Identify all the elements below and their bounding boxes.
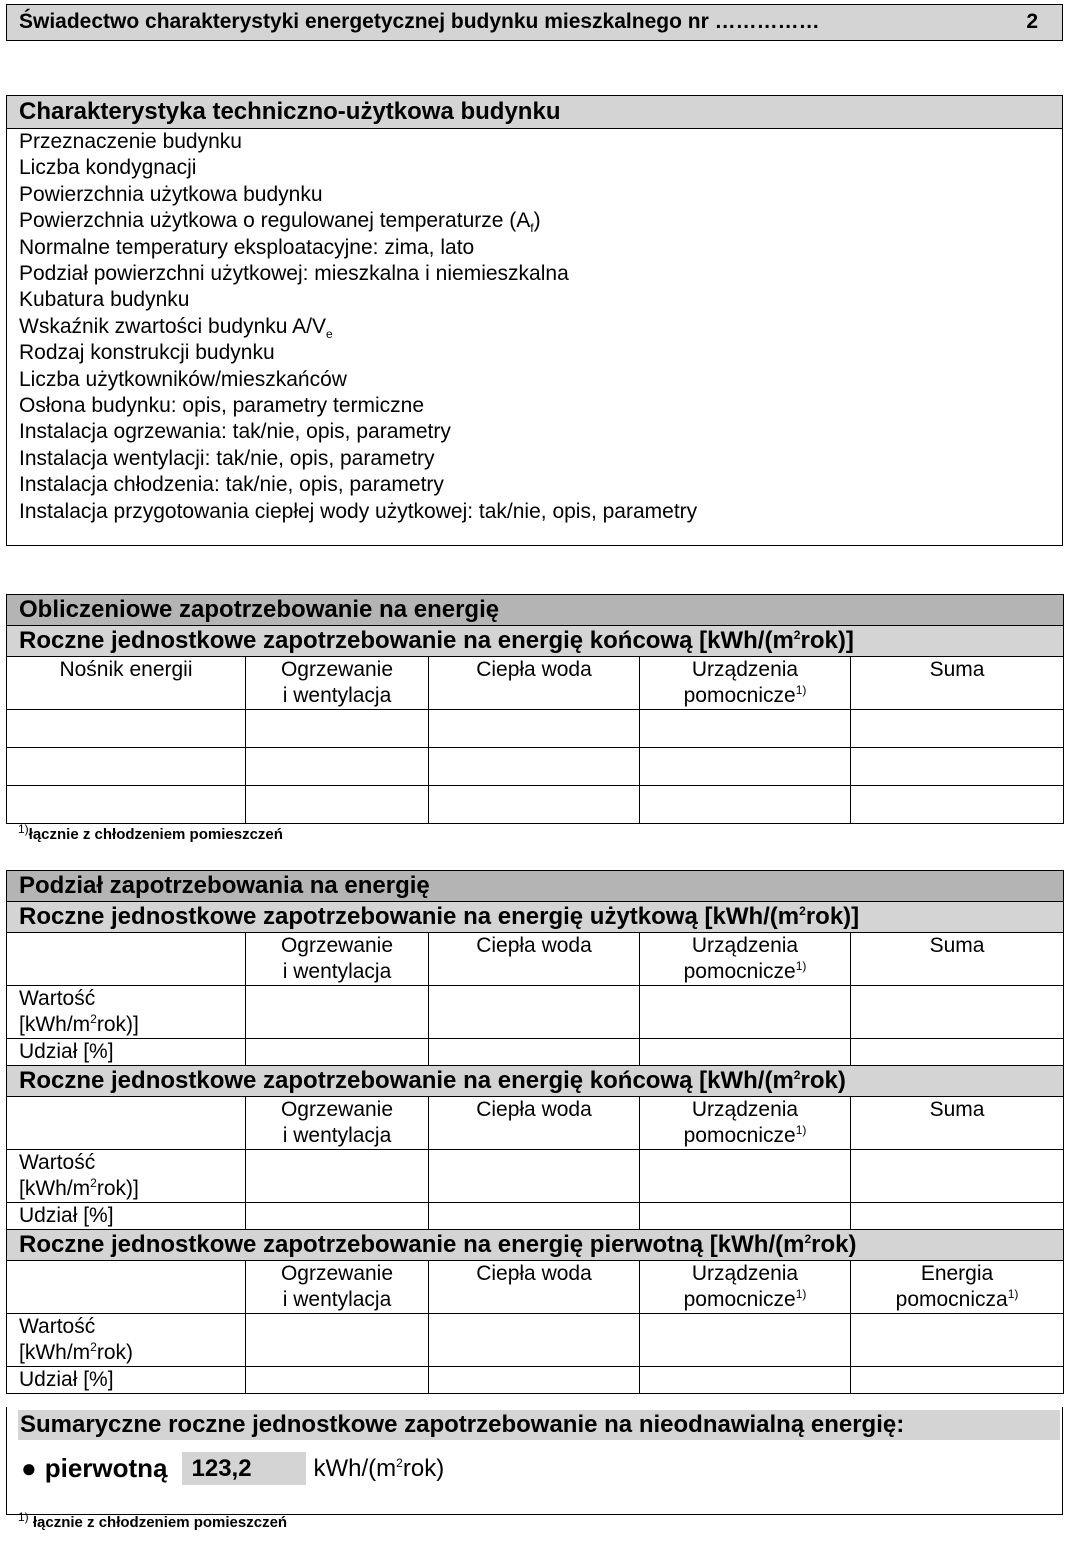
section-title: Podział zapotrzebowania na energię [7,871,1064,902]
page-header-banner [6,4,1063,41]
list-item: Instalacja ogrzewania: tak/nie, opis, parametry [19,420,451,444]
column-header: Suma [851,933,1064,986]
table-subtitle-useful: Roczne jednostkowe zapotrzebowanie na energię użytkową $[kWh/(m^2rok)]$ [7,902,1064,933]
row-label: Wartość $[kWh/m^2rok)$ [7,1314,246,1367]
primary-energy-unit: kWh/$(m^2rok)$ [313,1454,445,1482]
list-item: Powierzchnia użytkowa o regulowanej temperaturze $(A_f)$ [19,209,541,236]
table-row [7,710,1064,748]
table-row [7,986,1064,1039]
summary-section [6,1407,1063,1515]
column-header: Ciepła woda [429,933,640,986]
bullet-icon: ● [21,1453,37,1483]
list-item: Przeznaczenie budynku [19,130,242,153]
column-header: Ogrzewanie i wentylacja [246,1097,429,1150]
table-subtitle-primary: Roczne jednostkowe zapotrzebowanie na energię pierwotną [$kWh/(m^2rok)$ [7,1230,1064,1261]
list-item: Liczba kondygnacji [19,156,197,180]
page-number: 2 [1026,10,1038,33]
certificate-title: Świadectwo charakterystyki energetycznej budynku mieszkalnego nr …………… [19,10,820,33]
column-header: Ciepła woda [429,1097,640,1150]
column-header: Suma [851,1097,1064,1150]
list-item: Instalacja chłodzenia: tak/nie, opis, parametry [19,473,444,497]
row-label: Wartość $[kWh/m^2rok)$] [7,1150,246,1203]
list-item: Liczba użytkowników/mieszkańców [19,367,347,391]
column-header: Ogrzewanie i wentylacja [246,1261,429,1314]
summary-title: Sumaryczne roczne jednostkowe zapotrzebowanie na nieodnawialną energię: [18,1410,1060,1440]
list-item: Instalacja wentylacji: tak/nie, opis, parametry [19,446,435,470]
primary-energy-value: 123,2 [182,1452,306,1485]
footnote: $^{1)}$ łącznie z chłodzeniem pomieszczeń [18,1510,288,1531]
column-header: Nośnik energii [7,657,246,710]
section-title: Obliczeniowe zapotrzebowanie na energię [7,595,1064,626]
list-item: Wskaźnik zwartości budynku $A/V_e$ [19,314,333,342]
table-row [7,1367,1064,1394]
row-label: Wartość $[kWh/m^2rok)$] [7,986,246,1039]
list-item: Normalne temperatury eksploatacyjne: zima, lato [19,235,475,259]
calculated-energy-demand-table [6,594,1064,824]
energy-demand-split-table [6,870,1064,1394]
table-subtitle: Roczne jednostkowe zapotrzebowanie na energię końcową $[kWh/(m^2rok)]$ [7,626,1064,657]
table-row [7,1039,1064,1066]
column-header: Urządzenia pomocnicze$^{1)}$ [640,933,851,986]
primary-energy-label: pierwotną [44,1453,168,1483]
table-row [7,1150,1064,1203]
table-row [7,748,1064,786]
characteristics-list [7,129,1062,525]
table-row [7,786,1064,824]
table-row [7,1314,1064,1367]
column-header: Urządzenia pomocnicze$^{1)}$ [640,1097,851,1150]
column-header: Ciepła woda [429,657,640,710]
table-subtitle-final: Roczne jednostkowe zapotrzebowanie na energię końcową [$kWh/(m^2rok)$ [7,1066,1064,1097]
column-header: Urządzenia pomocnicze$^{1)}$ [640,657,851,710]
row-label: Udział [%] [7,1039,246,1066]
column-header: Energia pomocnicza$^{1)}$ [851,1261,1064,1314]
row-label: Udział [%] [7,1367,246,1394]
row-label: Udział [%] [7,1203,246,1230]
list-item: Podział powierzchni użytkowej: mieszkalna i niemieszkalna [19,262,569,286]
column-header: Suma [851,657,1064,710]
column-header: Ciepła woda [429,1261,640,1314]
table-row [7,1203,1064,1230]
column-header: Ogrzewanie i wentylacja [246,933,429,986]
footnote: $^{1)}$łącznie z chłodzeniem pomieszczeń [18,822,283,843]
column-header: Ogrzewanie i wentylacja [246,657,429,710]
technical-characteristics-section [6,95,1063,546]
primary-energy-row [21,1451,444,1486]
list-item: Osłona budynku: opis, parametry termiczne [19,394,425,418]
list-item: Powierzchnia użytkowa budynku [19,182,323,206]
column-header: Urządzenia pomocnicze$^{1)}$ [640,1261,851,1314]
list-item: Kubatura budynku [19,288,190,312]
list-item: Rodzaj konstrukcji budynku [19,341,275,365]
list-item: Instalacja przygotowania ciepłej wody użytkowej: tak/nie, opis, parametry [19,499,698,523]
section-title: Charakterystyka techniczno-użytkowa budynku [7,96,1062,129]
